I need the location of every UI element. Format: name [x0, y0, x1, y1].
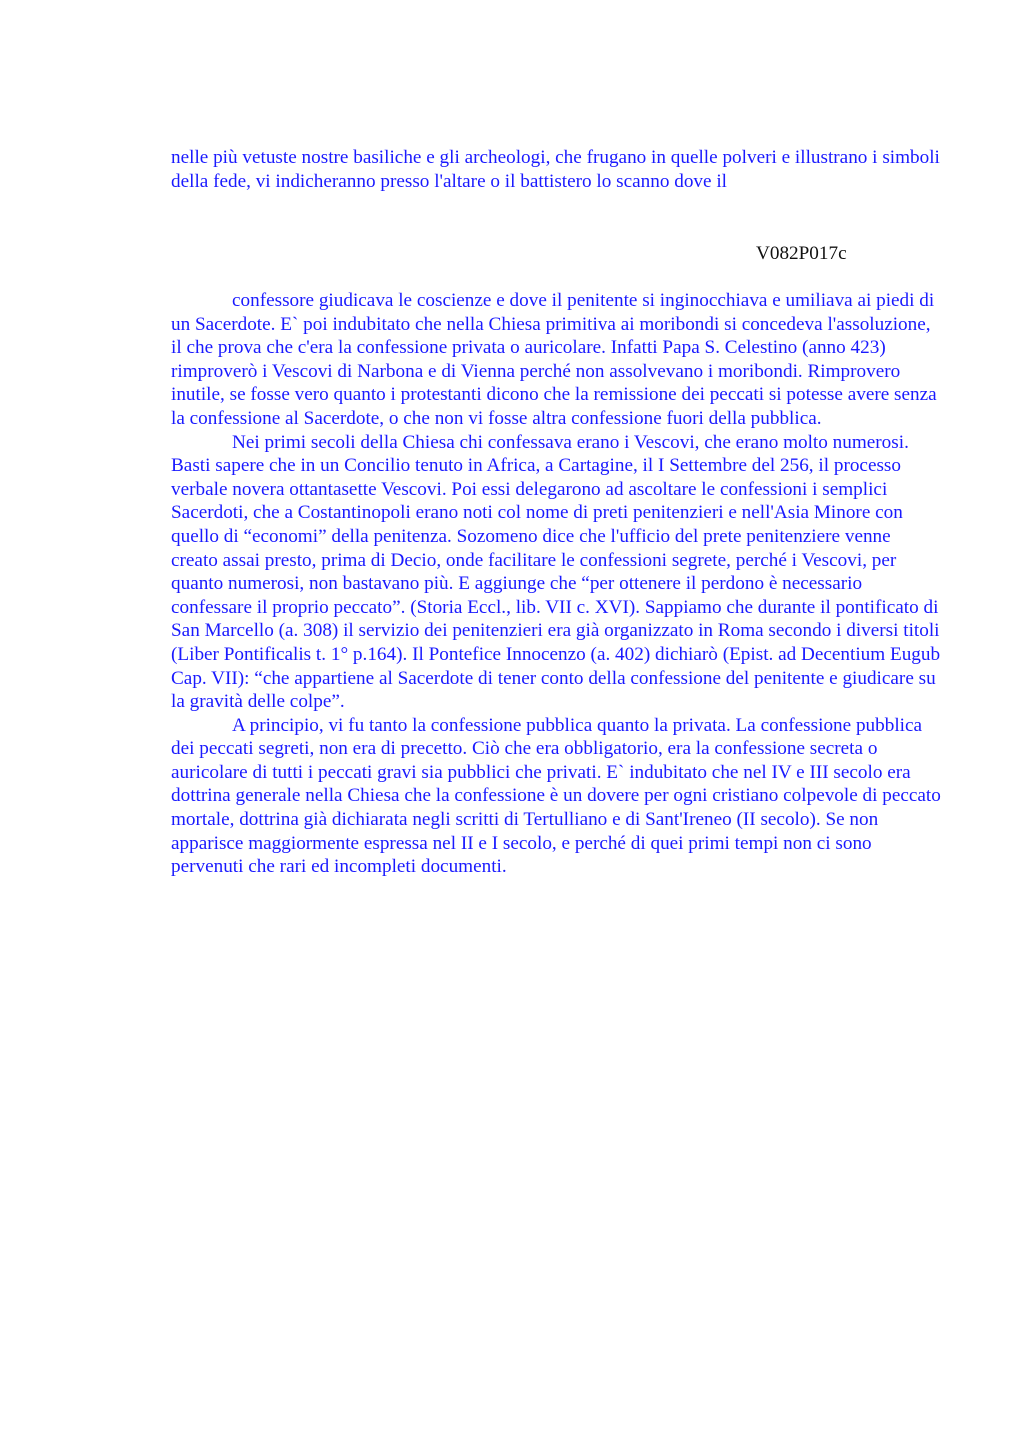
paragraph-1: confessore giudicava le coscienze e dove il penitente si inginocchiava e umiliava ai piedi di un Sacerdote. E` poi indubitato che nella Chiesa primitiva ai moribondi si concedeva l'assoluzione, il che prova che c'era la confessione privata o auricolare. Infatti Papa S. Celestino (anno 423) rimproverò i Vescovi di Narbona e di Vienna perché non assolvevano i moribondi. Rimprovero inutile, se fosse vero quanto i protestanti dicono che la remissione dei peccati si potesse avere senza la confessione al Sacerdote, o che non vi fosse altra confessione fuori della pubblica.: [171, 290, 937, 429]
paragraph-3: A principio, vi fu tanto la confessione pubblica quanto la privata. La confessione pubblica dei peccati segreti, non era di precetto. Ciò che era obbligatorio, era la confessione secreta o auricolare di tutti i peccati gravi sia pubblici che privati. E` indubitato che nel IV e III secolo era dottrina generale nella Chiesa che la confessione è un dovere per ogni cristiano colpevole di peccato mortale, dottrina già dichiarata negli scritti di Tertulliano e di Sant'Ireneo (II secolo). Se non apparisce maggiormente espressa nel II e I secolo, e perché di quei primi tempi non ci sono pervenuti che rari ed incompleti documenti.: [171, 714, 941, 878]
continuation-paragraph: nelle più vetuste nostre basiliche e gli archeologi, che frugano in quelle polveri e illustrano i simboli della fede, vi indicheranno presso l'altare o il battistero lo scanno dove il: [171, 147, 940, 192]
main-text-block: [171, 289, 941, 879]
page-code: V082P017c: [756, 243, 847, 264]
continuation-text-block: [171, 146, 941, 193]
paragraph-2: Nei primi secoli della Chiesa chi confessava erano i Vescovi, che erano molto numerosi. Basti sapere che in un Concilio tenuto in Africa, a Cartagine, il I Settembre del 256, il processo verbale novera ottantasette Vescovi. Poi essi delegarono ad ascoltare le confessioni i semplici Sacerdoti, che a Costantinopoli erano noti col nome di preti penitenzieri e nell'Asia Minore con quello di “economi” della penitenza. Sozomeno dice che l'ufficio del prete penitenziere venne creato assai presto, prima di Decio, onde facilitare le confessioni segrete, perché i Vescovi, per quanto numerosi, non bastavano più. E aggiunge che “per ottenere il perdono è necessario confessare il proprio peccato”. (Storia Eccl., lib. VII c. XVI). Sappiamo che durante il pontificato di San Marcello (a. 308) il servizio dei penitenzieri era già organizzato in Roma secondo i diversi titoli (Liber Pontificalis t. 1° p.164). Il Pontefice Innocenzo (a. 402) dichiarò (Epist. ad Decentium Eugub Cap. VII): “che appartiene al Sacerdote di tener conto della confessione del penitente e giudicare su la gravità delle colpe”.: [171, 431, 941, 713]
